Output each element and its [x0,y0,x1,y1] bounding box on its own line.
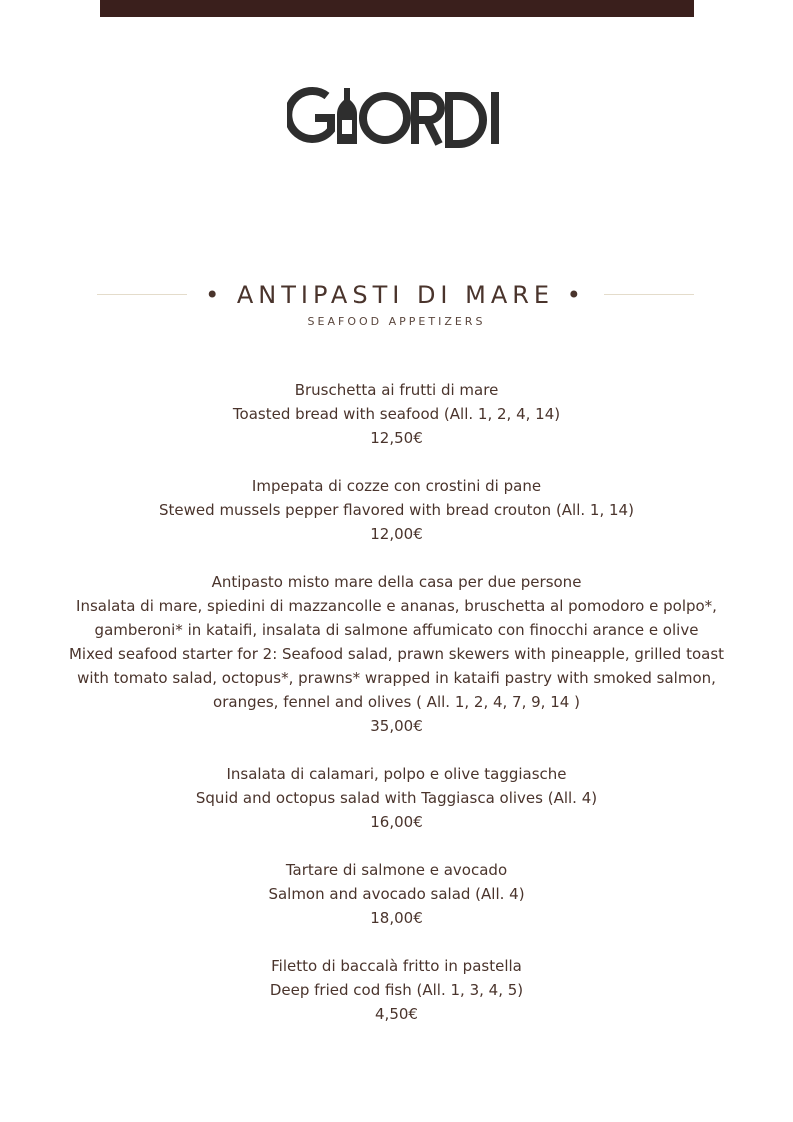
item-line: Mixed seafood starter for 2: Seafood salad, prawn skewers with pineapple, grilled toast [68,645,725,663]
item-price: 35,00€ [370,717,423,735]
item-line: Squid and octopus salad with Taggiasca olives (All. 4) [195,789,598,807]
item-line: Stewed mussels pepper flavored with bread crouton (All. 1, 14) [159,501,634,519]
item-line: Bruschetta ai frutti di mare [294,381,499,399]
menu-item [20,762,773,834]
menu-item [20,378,773,450]
item-line: Antipasto misto mare della casa per due persone [211,573,582,591]
menu-item [20,570,773,738]
section-title: • ANTIPASTI DI MARE • [205,281,586,309]
divider-left [97,294,187,295]
item-price: 4,50€ [375,1005,418,1023]
item-line: Tartare di salmone e avocado [285,861,508,879]
logo-image [287,82,507,152]
item-line: Deep fried cod fish (All. 1, 3, 4, 5) [269,981,524,999]
brand-logo [0,82,793,152]
menu-item [20,954,773,1026]
menu-item [20,858,773,930]
section-subtitle: SEAFOOD APPETIZERS [307,315,486,328]
item-line: Insalata di calamari, polpo e olive taggiasche [226,765,567,783]
item-price: 18,00€ [370,909,423,927]
item-line: Toasted bread with seafood (All. 1, 2, 4, 14) [232,405,561,423]
top-bar [100,0,694,17]
divider-right [604,294,694,295]
item-price: 12,50€ [370,429,423,447]
item-line: Filetto di baccalà fritto in pastella [271,957,522,975]
item-line: Impepata di cozze con crostini di pane [251,477,542,495]
item-line: oranges, fennel and olives ( All. 1, 2, 4, 7, 9, 14 ) [213,693,580,711]
item-line: Insalata di mare, spiedini di mazzancolle e ananas, bruschetta al pomodoro e polpo*, [76,597,717,615]
menu-item [20,474,773,546]
item-line: with tomato salad, octopus*, prawns* wrapped in kataifi pastry with smoked salmon, [77,669,716,687]
menu-list [20,378,773,1050]
section-header [97,278,694,312]
item-price: 16,00€ [370,813,423,831]
item-line: Salmon and avocado salad (All. 4) [268,885,525,903]
item-line: gamberoni* in kataifi, insalata di salmone affumicato con finocchi arance e olive [94,621,699,639]
item-price: 12,00€ [370,525,423,543]
